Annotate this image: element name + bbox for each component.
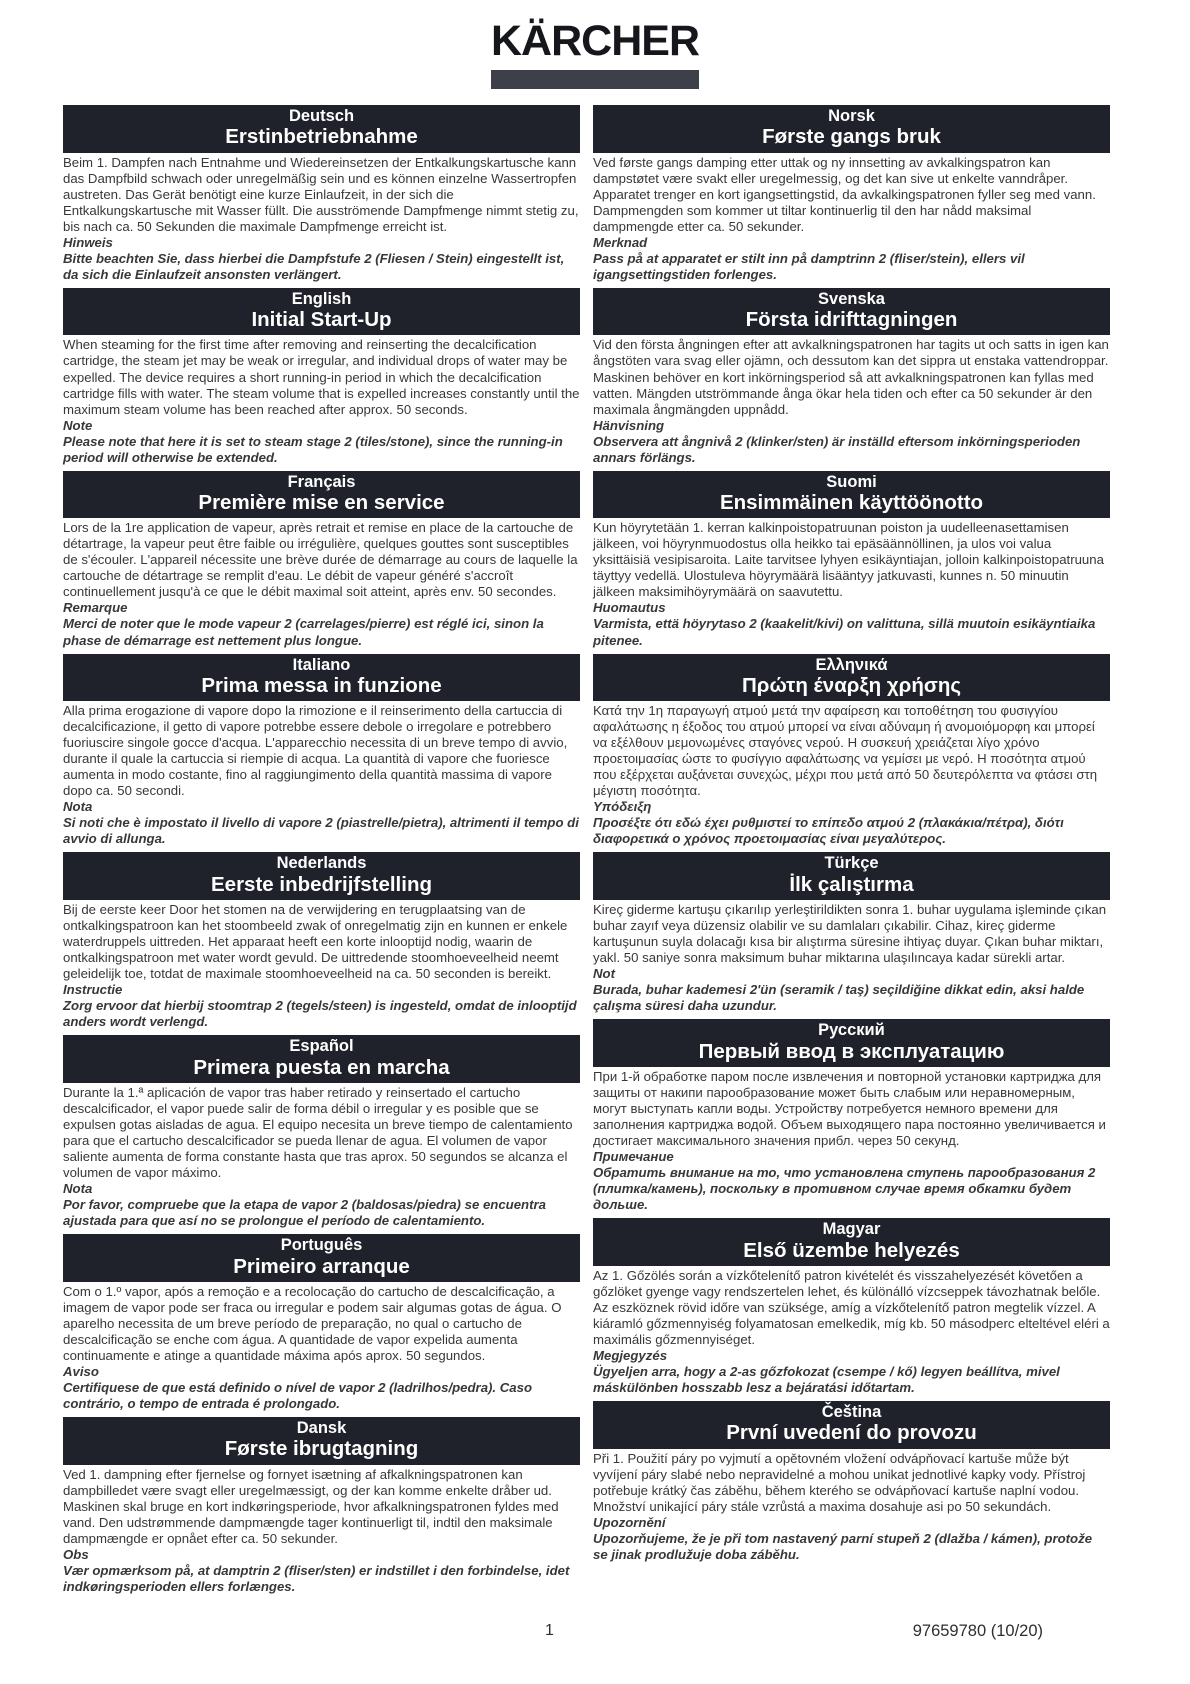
section-title: İlk çalıştırma	[789, 872, 914, 896]
section-title: Első üzembe helyezés	[743, 1238, 960, 1262]
section-title: Första idrifttagningen	[745, 308, 958, 332]
body-text: Κατά την 1η παραγωγή ατμού μετά την αφαίρεση και τοποθέτηση του φυσιγγίου αφαλάτωσης η έξοδος του ατμού μπορεί να είναι αδύναμη ή ανομοιόμορφη και μπορεί να εξέλθουν μεμονωμένες σταγόνες νερού. Η συσκευή χρειάζεται λίγο χρόνο προετοιμασίας ώστε το φυσίγγιο αφαλάτωσης να γεμίσει με νερό. Η ποσότητα ατμού που εξέρχεται αυξάνεται συνεχώς, μέχρι που μετά από 50 δευτερόλεπτα να φτάσει στη μέγιστη ποσότητα.	[593, 703, 1098, 799]
note-label: Примечание	[593, 1148, 674, 1164]
language-section	[593, 105, 1110, 283]
note-label: Hinweis	[63, 234, 113, 250]
section-title: První uvedení do provozu	[726, 1421, 977, 1445]
body-text: Ved 1. dampning efter fjernelse og fornyet isætning af afkalkningspatronen kan dampbilledet være svagt eller uregelmæssigt, og der kan komme enkelte dråber ud. Maskinen skal bruge en kort indkøringsperiode, hvor afkalkningspatronen fyldes med vand. Den udstrømmende dampmængde tager kontinuerligt til, indtil den maksimale dampmængde er opnået efter ca. 50 sekunder.	[63, 1466, 559, 1546]
note-label: Megjegyzés	[593, 1347, 668, 1363]
note-text: Merci de noter que le mode vapeur 2 (carrelages/pierre) est réglé ici, sinon la phase de démarrage est nettement plus longue.	[63, 616, 544, 648]
language-name: Svenska	[818, 289, 885, 308]
language-section	[593, 288, 1110, 466]
section-title: Første gangs bruk	[762, 125, 941, 149]
language-section	[593, 852, 1110, 1014]
language-section	[593, 471, 1110, 649]
language-section	[63, 654, 580, 848]
language-section	[593, 1401, 1110, 1563]
language-name: Suomi	[826, 472, 877, 491]
language-header	[593, 471, 1110, 519]
note-text: Zorg ervoor dat hierbij stoomtrap 2 (tegels/steen) is ingesteld, omdat de inlooptijd anders wordt verlengd.	[63, 998, 577, 1030]
language-header	[63, 1417, 580, 1465]
note-label: Instructie	[63, 982, 123, 998]
section-title: Первый ввод в эксплуатацию	[698, 1039, 1005, 1063]
language-name: Français	[287, 472, 356, 491]
body-text: When steaming for the first time after removing and reinserting the decalcification cartridge, the steam jet may be weak or irregular, and individual drops of water may be expelled. The device requires a short running-in period in which the decalcification cartridge fills with water. The steam volume that is expelled increases constantly until the maximum steam volume has been reached after approx. 50 seconds.	[63, 337, 580, 417]
note-text: Ügyeljen arra, hogy a 2-as gőzfokozat (csempe / kő) legyen beállítva, mivel máskülönben hosszabb lesz a bejáratási időtartam.	[593, 1363, 1060, 1395]
note-text: Certifiquese de que está definido o nível de vapor 2 (ladrilhos/pedra). Caso contrário, o tempo de entrada é prolongado.	[63, 1379, 532, 1411]
language-section	[593, 654, 1110, 848]
language-header	[593, 105, 1110, 153]
language-header	[63, 654, 580, 702]
body-text: Durante la 1.ª aplicación de vapor tras haber retirado y reinsertado el cartucho descalcificador, el vapor puede salir de forma débil o irregular y es posible que se expulsen gotas aisladas de agua. El equipo necesita un breve tiempo de calentamiento para que el cartucho descalcificador se pueda llenar de agua. El volumen de vapor saliente aumenta de forma constante hasta que tras aprox. 50 segundos se alcanza el volumen de vapor máximo.	[63, 1084, 573, 1180]
doc-number: 97659780 (10/20)	[912, 1622, 1043, 1640]
body-text: При 1-й обработке паром после извлечения и повторной установки картриджа для защиты от накипи парообразование может быть слабым или неравномерным, могут выступать капли воды. Устройству потребуется немного времени для заполнения картриджа водой. Объем выходящего пара постоянно увеличивается и достигает максимального значения прибл. через 50 секунд.	[593, 1068, 1106, 1148]
note-label: Remarque	[63, 600, 128, 616]
note-label: Obs	[63, 1546, 89, 1562]
note-label: Merknad	[593, 234, 648, 250]
note-label: Nota	[63, 1181, 93, 1197]
note-label: Huomautus	[593, 600, 666, 616]
body-text: Az 1. Gőzölés során a vízkőtelenítő patron kivételét és visszahelyezését követően a gőzlöket gyenge vagy rendszertelen lehet, és különálló vízcseppek távozhatnak belőle. Az eszköznek rövid időre van szüksége, amíg a vízkőtelenítő patron megtelik vízzel. A kiáramló gőzmennyiség folyamatosan emelkedik, míg kb. 50 másodperc elteltével eléri a maximális gőzmennyiséget.	[593, 1267, 1110, 1347]
language-header	[63, 1035, 580, 1083]
body-text: Při 1. Použití páry po vyjmutí a opětovném vložení odvápňovací kartuše může být vyvíjení páry slabé nebo nepravidelné a mohou unikat jednotlivé kapky vody. Přístroj potřebuje krátký čas záběhu, během kterého se odvápňovací kartuše naplní vodou. Množství unikající páry stále vzrůstá a maxima dosahuje asi po 50 sekundách.	[593, 1450, 1086, 1514]
column-right	[593, 105, 1110, 1568]
logo-underline-bar	[491, 70, 699, 89]
note-text: Burada, buhar kademesi 2'ün (seramik / taş) seçildiğine dikkat edin, aksi halde çalışma süresi daha uzundur.	[593, 982, 1085, 1014]
language-section	[63, 105, 580, 283]
language-header	[593, 288, 1110, 336]
language-section	[63, 852, 580, 1030]
note-text: Upozorňujeme, že je při tom nastavený parní stupeň 2 (dlažba / kámen), protože se jinak prodlužuje doba záběhu.	[593, 1530, 1093, 1562]
language-header	[593, 1019, 1110, 1067]
section-title: Initial Start-Up	[251, 308, 392, 332]
section-title: Primeiro arranque	[233, 1254, 410, 1278]
language-header	[593, 1401, 1110, 1449]
note-text: Bitte beachten Sie, dass hierbei die Dampfstufe 2 (Fliesen / Stein) eingestellt ist, da sich die Einlaufzeit ansonsten verlängert.	[63, 250, 565, 282]
language-header	[593, 654, 1110, 702]
language-header	[63, 471, 580, 519]
section-title: Eerste inbedrijfstelling	[211, 872, 432, 896]
language-header	[593, 852, 1110, 900]
page-footer	[0, 1622, 1190, 1644]
body-text: Lors de la 1re application de vapeur, après retrait et remise en place de la cartouche de détartrage, la vapeur peut être faible ou irrégulière, quelques gouttes sont susceptibles de s'écouler. L'appareil nécessite une brève durée de démarrage au cours de laquelle la cartouche de détartrage se remplit d'eau. Le débit de vapeur généré s'accroît continuellement jusqu'à ce que le débit maximal soit atteint, après env. 50 secondes.	[63, 520, 578, 600]
kaercher-logo: KÄRCHER	[491, 17, 699, 65]
language-name: Deutsch	[288, 107, 355, 125]
note-label: Note	[63, 417, 93, 433]
language-name: Português	[280, 1236, 363, 1255]
language-name: Čeština	[821, 1402, 882, 1421]
section-title: Ensimmäinen käyttöönotto	[719, 491, 984, 515]
language-section	[63, 471, 580, 649]
note-text: Si noti che è impostato il livello di vapore 2 (piastrelle/pietra), altrimenti il tempo di avvio di allunga.	[63, 815, 579, 847]
body-text: Beim 1. Dampfen nach Entnahme und Wiedereinsetzen der Entkalkungskartusche kann das Dampfbild schwach oder unregelmäßig sein und es können einzelne Wassertropfen austreten. Das Gerät benötigt eine kurze Einlaufzeit, in der sich die Entkalkungskartusche mit Wasser füllt. Die ausströmende Dampfmenge nimmt stetig zu, bis nach ca. 50 Sekunden die maximale Dampfmenge erreicht ist.	[63, 154, 579, 234]
body-text: Bij de eerste keer Door het stomen na de verwijdering en terugplaatsing van de ontkalkingspatroon kan het stoombeeld zwak of onregelmatig zijn en kunnen er enkele waterdruppels uittreden. Het apparaat heeft een korte inlooptijd nodig, waarin de ontkalkingspatroon met water wordt gevuld. De uittredende stoomhoeveelheid neemt geleidelijk toe, totdat de maximale stoomhoeveelheid na ca. 50 seconden is bereikt.	[63, 902, 568, 982]
section-title: Første ibrugtagning	[224, 1437, 419, 1461]
language-header	[63, 852, 580, 900]
language-header	[63, 1234, 580, 1282]
language-section	[593, 1019, 1110, 1213]
note-text: Please note that here it is set to steam stage 2 (tiles/stone), since the running-in period will otherwise be extended.	[63, 433, 563, 465]
note-label: Hänvisning	[593, 417, 665, 433]
body-text: Alla prima erogazione di vapore dopo la rimozione e il reinserimento della cartuccia di decalcificazione, il getto di vapore potrebbe essere debole o irregolare e potrebbero fuoriuscire singole gocce d'acqua. L'apparecchio necessita di un breve tempo di avvio, durante il quale la cartuccia si riempie di acqua. La quantità di vapore che fuoriesce aumenta in modo costante, fino al raggiungimento della quantità massima di vapore dopo ca. 50 secondi.	[63, 703, 568, 799]
body-text: Kireç giderme kartuşu çıkarılıp yerleştirildikten sonra 1. buhar uygulama işleminde çıkan buhar zayıf veya düzensiz olabilir ve su damlaları çıkabilir. Cihaz, kireç giderme kartuşunun suyla dolacağı kısa bir alıştırma süresine ihtiyaç duyar. Çıkan buhar miktarı, yakl. 50 saniye sonra maksimum buhar miktarına ulaşılıncaya kadar sürekli artar.	[593, 902, 1107, 966]
section-title: Primera puesta en marcha	[193, 1055, 450, 1079]
section-title: Première mise en service	[198, 491, 445, 515]
language-name: Русский	[818, 1021, 885, 1040]
page-number: 1	[545, 1622, 554, 1639]
language-section	[63, 1417, 580, 1595]
language-header	[63, 105, 580, 153]
language-header	[63, 288, 580, 336]
language-name: Türkçe	[824, 854, 879, 873]
language-name: Norsk	[828, 107, 875, 125]
section-title: Prima messa in funzione	[201, 674, 442, 697]
language-name: English	[291, 289, 352, 308]
note-text: Προσέξτε ότι εδώ έχει ρυθμιστεί το επίπεδο ατμού 2 (πλακάκια/πέτρα), διότι διαφορετικά ο χρόνος προετοιμασίας είναι μεγαλύτερος.	[593, 815, 1064, 847]
language-name: Italiano	[292, 655, 351, 674]
note-label: Not	[593, 966, 615, 982]
note-text: Vær opmærksom på, at damptrin 2 (fliser/sten) er indstillet i den forbindelse, idet indkøringsperioden ellers forlænges.	[63, 1562, 570, 1594]
note-text: Por favor, compruebe que la etapa de vapor 2 (baldosas/piedra) se encuentra ajustada para que así no se prolongue el período de calentamiento.	[63, 1197, 546, 1229]
note-label: Nota	[63, 799, 93, 815]
section-title: Erstinbetriebnahme	[225, 125, 418, 149]
body-text: Com o 1.º vapor, após a remoção e a recolocação do cartucho de descalcificação, a imagem de vapor pode ser fraca ou irregular e podem sair algumas gotas de água. O aparelho necessita de um breve período de preparação, no qual o cartucho de descalcificação se enche com água. A quantidade de vapor expelida aumenta continuamente e atinge a quantidade máxima após aprox. 50 segundos.	[63, 1283, 562, 1363]
logo	[0, 0, 1190, 89]
note-label: Upozornění	[593, 1514, 666, 1530]
language-name: Ελληνικά	[815, 655, 888, 674]
language-name: Dansk	[296, 1418, 347, 1437]
note-label: Aviso	[63, 1363, 99, 1379]
language-section	[63, 288, 580, 466]
note-label: Υπόδειξη	[593, 799, 652, 815]
body-text: Ved første gangs damping etter uttak og ny innsetting av avkalkingspatron kan dampstøtet være svakt eller uregelmessig, og det kan sive ut enkelte vanndråper. Apparatet trenger en kort igangsettingstid, da avkalkingspatronen fyller seg med vann. Dampmengden som kommer ut tiltar kontinuerlig til den har nådd maksimal dampmengde etter ca. 50 sekunder.	[593, 154, 1096, 234]
language-name: Magyar	[822, 1220, 881, 1239]
language-section	[63, 1234, 580, 1412]
language-section	[63, 1035, 580, 1229]
note-text: Pass på at apparatet er stilt inn på damptrinn 2 (fliser/stein), ellers vil igangsettingstiden forlenges.	[593, 250, 1025, 282]
content-columns	[0, 89, 1190, 1600]
language-section	[593, 1218, 1110, 1396]
section-title: Πρώτη έναρξη χρήσης	[741, 674, 962, 697]
language-name: Nederlands	[276, 854, 367, 873]
language-name: Español	[289, 1037, 354, 1056]
note-text: Обратить внимание на то, что установлена ступень парообразования 2 (плитка/камень), поскольку в противном случае время обкатки будет дольше.	[593, 1165, 1096, 1213]
note-text: Observera att ångnivå 2 (klinker/sten) är inställd eftersom inkörningsperioden annars förlängs.	[593, 433, 1081, 465]
body-text: Kun höyrytetään 1. kerran kalkinpoistopatruunan poiston ja uudelleenasettamisen jälkeen, voi höyrynmuodostus olla heikko tai epäsäännöllinen, ja ulos voi valua yksittäisiä vesipisaroita. Laite tarvitsee lyhyen esikäyntiajan, jolloin kalkinpoistopatruuna täyttyy vedellä. Ulostuleva höyrymäärä lisääntyy jatkuvasti, kunnes n. 50 minuutin jälkeen maksimihöyrymäärä on saavutettu.	[593, 520, 1104, 600]
column-left	[63, 105, 580, 1600]
note-text: Varmista, että höyrytaso 2 (kaakelit/kivi) on valittuna, sillä muutoin esikäyntiaika pitenee.	[593, 616, 1096, 648]
language-header	[593, 1218, 1110, 1266]
body-text: Vid den första ångningen efter att avkalkningspatronen har tagits ut och satts in igen kan ångstöten vara svag eller ojämn, och dessutom kan det sippra ut enstaka vattendroppar. Maskinen behöver en kort inkörningsperiod så att avkalkningspatronen kan fyllas med vatten. Mängden utströmmande ånga ökar hela tiden och efter ca 50 sekunder är den maximala ångmängden uppnådd.	[593, 337, 1109, 417]
